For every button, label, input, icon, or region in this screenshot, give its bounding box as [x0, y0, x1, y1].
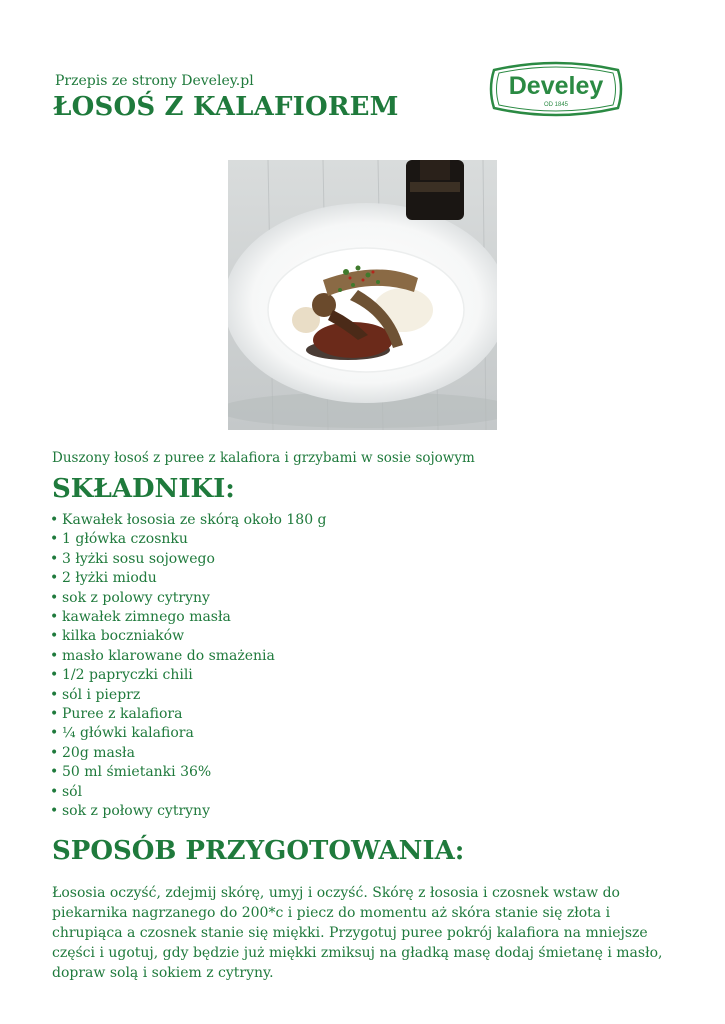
list-item: • kilka boczniaków: [50, 628, 185, 645]
logo-tagline-text: OD 1845: [543, 102, 569, 108]
list-item: • sok z połowy cytryny: [50, 803, 210, 820]
preparation-heading: SPOSÓB PRZYGOTOWANIA:: [52, 836, 465, 866]
list-item: • Puree z kalafiora: [50, 706, 183, 723]
develey-logo: [486, 58, 626, 120]
recipe-title: ŁOSOŚ Z KALAFIOREM: [53, 92, 399, 122]
list-item: • 20g masła: [50, 744, 135, 761]
ingredients-heading: SKŁADNIKI:: [52, 474, 235, 504]
list-item: • ¼ główki kalafiora: [50, 725, 194, 742]
list-item: • 50 ml śmietanki 36%: [50, 764, 212, 781]
source-line: Przepis ze strony Develey.pl: [55, 73, 254, 89]
dish-photo: [228, 160, 497, 430]
recipe-subtitle: Duszony łosoś z puree z kalafiora i grzybami w sosie sojowym: [52, 450, 475, 466]
list-item: • sól: [50, 783, 83, 800]
list-item: • 2 łyżki miodu: [50, 570, 157, 587]
list-item: • masło klarowane do smażenia: [50, 647, 275, 664]
list-item: • sok z polowy cytryny: [50, 589, 210, 606]
logo-brand-text: Develey: [508, 72, 604, 100]
list-item: • 3 łyżki sosu sojowego: [50, 550, 215, 567]
list-item: • Kawałek łososia ze skórą około 180 g: [50, 512, 327, 528]
list-item: • sól i pieprz: [50, 686, 141, 703]
list-item: • kawałek zimnego masła: [50, 609, 231, 626]
preparation-text: Łososia oczyść, zdejmij skórę, umyj i oczyść. Skórę z łososia i czosnek wstaw do piekarnika nagrzanego do 200*c i piecz do momentu aż skóra stanie się złota i chrupiąca a czosnek stanie się miękki. Przygotuj puree pokrój kalafiora na mniejsze części i ugotuj, gdy będzie już miękki zmiksuj na gładką masę dodaj śmietanę i masło, dopraw solą i sokiem z cytryny.: [52, 885, 663, 981]
list-item: • 1/2 papryczki chili: [50, 667, 193, 684]
ingredients-list: [50, 511, 327, 822]
list-item: • 1 główka czosnku: [50, 531, 188, 548]
